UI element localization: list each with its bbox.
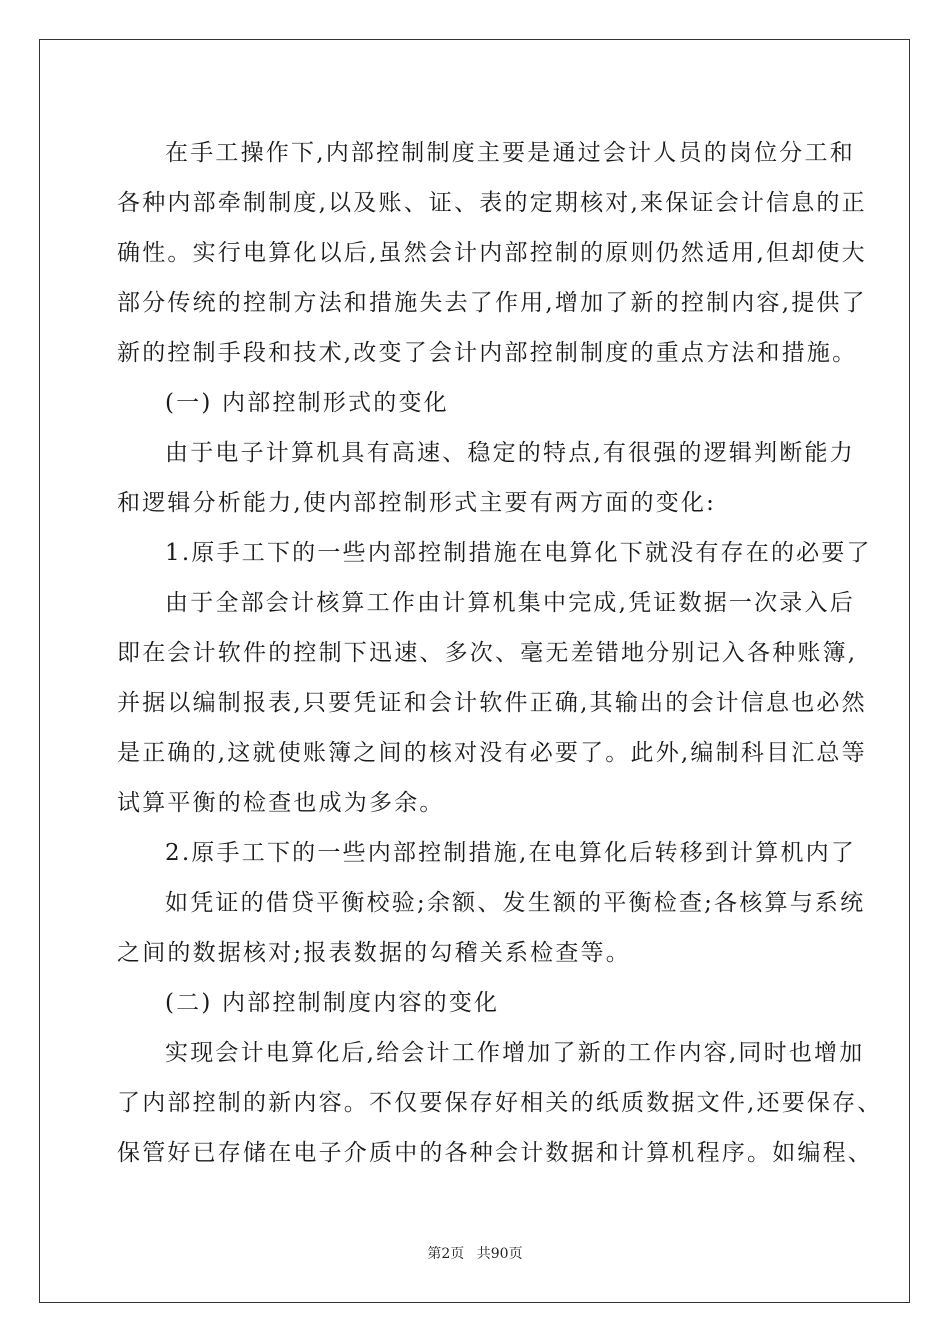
paragraph-line: 各种内部牵制制度,以及账、证、表的定期核对,来保证会计信息的正 bbox=[117, 190, 867, 216]
section-heading: (一) 内部控制形式的变化 bbox=[165, 390, 449, 416]
paragraph-line: 确性。实行电算化以后,虽然会计内部控制的原则仍然适用,但却使大 bbox=[117, 240, 867, 266]
document-body bbox=[117, 128, 883, 1178]
paragraph-line: 由于电子计算机具有高速、稳定的特点,有很强的逻辑判断能力 bbox=[165, 440, 855, 466]
page-footer bbox=[0, 1244, 950, 1264]
paragraph-line: 是正确的,这就使账簿之间的核对没有必要了。此外,编制科目汇总等 bbox=[117, 740, 867, 766]
paragraph-line: 之间的数据核对;报表数据的勾稽关系检查等。 bbox=[117, 940, 631, 966]
subsection-heading: 2.原手工下的一些内部控制措施,在电算化后转移到计算机内了 bbox=[165, 840, 857, 866]
paragraph-line: 即在会计软件的控制下迅速、多次、毫无差错地分别记入各种账簿, bbox=[117, 640, 858, 666]
paragraph-line: 如凭证的借贷平衡校验;余额、发生额的平衡检查;各核算与系统 bbox=[165, 890, 866, 916]
paragraph-line: 实现会计电算化后,给会计工作增加了新的工作内容,同时也增加 bbox=[165, 1040, 865, 1066]
paragraph-line: 并据以编制报表,只要凭证和会计软件正确,其输出的会计信息也必然 bbox=[117, 690, 867, 716]
paragraph-line: 保管好已存储在电子介质中的各种会计数据和计算机程序。如编程、 bbox=[117, 1140, 873, 1166]
paragraph-line: 新的控制手段和技术,改变了会计内部控制制度的重点方法和措施。 bbox=[117, 340, 858, 366]
paragraph-line: 试算平衡的检查也成为多余。 bbox=[117, 790, 445, 816]
paragraph-line: 在手工操作下,内部控制制度主要是通过会计人员的岗位分工和 bbox=[165, 140, 855, 166]
section-heading: (二) 内部控制制度内容的变化 bbox=[165, 990, 500, 1016]
paragraph-line: 部分传统的控制方法和措施失去了作用,增加了新的控制内容,提供了 bbox=[117, 290, 867, 316]
paragraph-line: 了内部控制的新内容。不仅要保存好相关的纸质数据文件,还要保存、 bbox=[117, 1090, 883, 1116]
paragraph-line: 和逻辑分析能力,使内部控制形式主要有两方面的变化: bbox=[117, 490, 717, 516]
subsection-heading: 1.原手工下的一些内部控制措施在电算化下就没有存在的必要了 bbox=[165, 540, 872, 566]
page-total: 共90页 bbox=[476, 1246, 523, 1262]
page-number: 第2页 bbox=[427, 1246, 465, 1262]
paragraph-line: 由于全部会计核算工作由计算机集中完成,凭证数据一次录入后 bbox=[165, 590, 855, 616]
